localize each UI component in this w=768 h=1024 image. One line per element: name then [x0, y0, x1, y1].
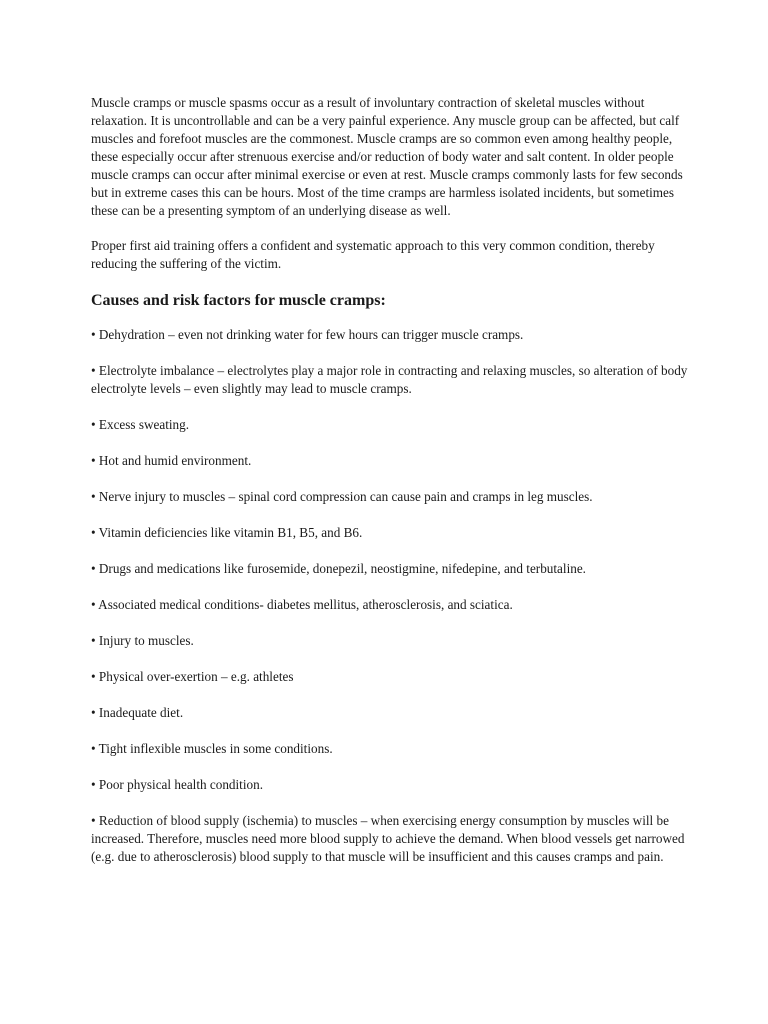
list-item: • Electrolyte imbalance – electrolytes play a major role in contracting and relaxing muscles, so alteration of body electrolyte levels – even slightly may lead to muscle cramps.	[91, 363, 688, 396]
list-item: • Associated medical conditions- diabetes mellitus, atherosclerosis, and sciatica.	[91, 597, 513, 612]
list-item: • Nerve injury to muscles – spinal cord compression can cause pain and cramps in leg muscles.	[91, 489, 593, 504]
list-item: • Injury to muscles.	[91, 633, 194, 648]
list-item: • Reduction of blood supply (ischemia) to muscles – when exercising energy consumption by muscles will be increased. Therefore, muscles need more blood supply to achieve the demand. When blood vessels get narrowed (e.g. due to atherosclerosis) blood supply to that muscle will be insufficient and this causes cramps and pain.	[91, 813, 685, 864]
list-item: • Excess sweating.	[91, 417, 190, 432]
list-item: • Vitamin deficiencies like vitamin B1, B5, and B6.	[91, 525, 363, 540]
document-page	[91, 94, 691, 884]
intro-paragraph: Muscle cramps or muscle spasms occur as a result of involuntary contraction of skeletal muscles without relaxation. It is uncontrollable and can be a very painful experience. Any muscle group can be affected, but calf muscles and forefoot muscles are the commonest. Muscle cramps are so common even among healthy people, these especially occur after strenuous exercise and/or reduction of body water and salt content. In older people muscle cramps can occur after minimal exercise or even at rest. Muscle cramps commonly lasts for few seconds but in extreme cases this can be hours. Most of the time cramps are harmless isolated incidents, but sometimes these can be a presenting symptom of an underlying disease as well.	[91, 95, 683, 218]
list-item: • Drugs and medications like furosemide, donepezil, neostigmine, nifedepine, and terbutaline.	[91, 561, 586, 576]
list-item: • Hot and humid environment.	[91, 453, 252, 468]
section-heading: Causes and risk factors for muscle cramps:	[91, 292, 386, 309]
list-item: • Poor physical health condition.	[91, 777, 263, 792]
first-aid-paragraph: Proper first aid training offers a confident and systematic approach to this very common condition, thereby reducing the suffering of the victim.	[91, 238, 655, 271]
causes-list	[91, 326, 691, 866]
list-item: • Dehydration – even not drinking water for few hours can trigger muscle cramps.	[91, 327, 524, 342]
list-item: • Physical over-exertion – e.g. athletes	[91, 669, 294, 684]
list-item: • Inadequate diet.	[91, 705, 184, 720]
list-item: • Tight inflexible muscles in some conditions.	[91, 741, 333, 756]
